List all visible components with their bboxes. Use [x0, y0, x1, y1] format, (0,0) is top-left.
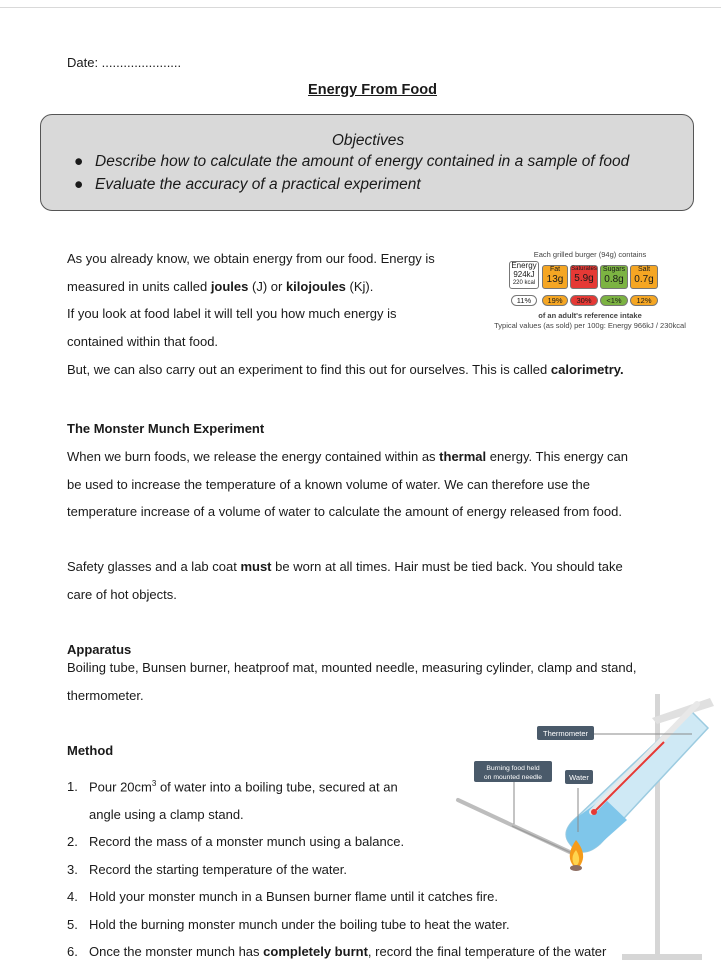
page-title: Energy From Food [308, 82, 437, 98]
food-label-footer: Typical values (as sold) per 100g: Energy 966kJ / 230kcal [494, 321, 686, 330]
food-label-salt: Salt 0.7g [630, 265, 658, 289]
bullet-icon: ● [74, 176, 84, 193]
food-label-saturates-pct: 30% [570, 295, 598, 306]
needle-tip [512, 826, 574, 854]
food-label-energy-pct: 11% [511, 295, 537, 306]
svg-text:Burning food held: Burning food held [486, 765, 540, 772]
bullet-icon: ● [74, 153, 84, 170]
date-field: Date: ...................... [67, 55, 182, 70]
objective-item: ● Evaluate the accuracy of a practical experiment [74, 176, 421, 193]
experiment-line: be used to increase the temperature of a known volume of water. We can therefore use the [67, 477, 590, 492]
food-sample [570, 865, 582, 871]
objectives-heading: Objectives [331, 132, 405, 149]
food-label-fat-pct: 19% [542, 295, 568, 306]
intro-line: measured in units called joules (J) or kilojoules (Kj). [67, 279, 374, 294]
method-step: 6. Once the monster munch has completely burnt, record the final temperature of the water [67, 944, 607, 959]
section-heading: The Monster Munch Experiment [67, 421, 265, 436]
method-step: 3. Record the starting temperature of the water. [67, 862, 347, 877]
apparatus-line: Boiling tube, Bunsen burner, heatproof mat, mounted needle, measuring cylinder, clamp and stand, [67, 660, 637, 675]
objectives-box [40, 114, 694, 211]
objective-item: ● Describe how to calculate the amount of energy contained in a sample of food [74, 153, 630, 170]
intro-line: contained within that food. [67, 334, 219, 349]
food-label-footer: of an adult's reference intake [538, 311, 642, 320]
method-step: 4. Hold your monster munch in a Bunsen burner flame until it catches fire. [67, 889, 498, 904]
page-top-border [0, 7, 721, 8]
safety-line: care of hot objects. [67, 587, 177, 602]
experiment-line: When we burn foods, we release the energy contained within as thermal energy. This energy can [67, 449, 629, 464]
apparatus-diagram [452, 692, 714, 962]
svg-text:Thermometer: Thermometer [542, 729, 589, 738]
food-label-sugars-pct: <1% [600, 295, 628, 306]
intro-line: If you look at food label it will tell you how much energy is [67, 306, 397, 321]
intro-line: But, we can also carry out an experiment to find this out for ourselves. This is called calorimetry. [67, 362, 624, 377]
food-label-image [490, 250, 690, 335]
svg-text:on mounted needle: on mounted needle [483, 774, 543, 781]
clamp-stand-rod [655, 694, 660, 956]
method-step: 5. Hold the burning monster munch under the boiling tube to heat the water. [67, 917, 510, 932]
experiment-line: temperature increase of a volume of water to calculate the amount of energy released from food. [67, 504, 622, 519]
food-label-fat: Fat 13g [542, 265, 568, 289]
intro-line: As you already know, we obtain energy from our food. Energy is [67, 251, 435, 266]
clamp-stand-base [622, 954, 702, 960]
food-label-salt-pct: 12% [630, 295, 658, 306]
method-step-cont: angle using a clamp stand. [89, 807, 244, 822]
food-label-caption: Each grilled burger (94g) contains [533, 250, 647, 259]
svg-text:Water: Water [569, 773, 589, 782]
food-label-saturates: Saturates 5.9g [570, 265, 598, 289]
method-step: 1. Pour $20cm^3$ of water into a boiling tube, secured at an [67, 779, 398, 795]
apparatus-line: thermometer. [67, 688, 144, 703]
method-step: 2. Record the mass of a monster munch using a balance. [67, 834, 405, 849]
safety-line: Safety glasses and a lab coat must be worn at all times. Hair must be tied back. You should take [67, 559, 623, 574]
section-heading: Apparatus [67, 642, 132, 657]
section-heading: Method [67, 743, 114, 758]
thermometer-bulb [591, 809, 597, 815]
food-label-sugars: Sugars 0.8g [600, 265, 628, 289]
food-label-energy: Energy 924kJ 220 kcal [509, 261, 539, 289]
